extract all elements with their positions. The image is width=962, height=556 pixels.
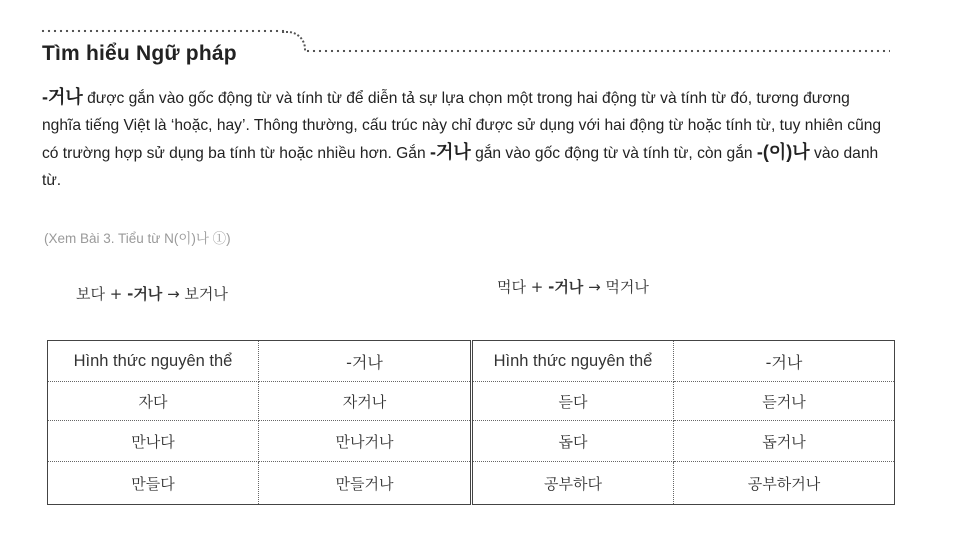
table-cell: 돕거나 [674,421,895,462]
table-cell: 만나거나 [259,421,472,462]
example-suffix: -거나 [548,278,584,296]
explanation-text-2: gắn vào gốc động từ và tính từ, còn gắn [470,145,757,162]
table-row [48,421,895,462]
example-suffix: -거나 [127,285,163,303]
grammar-explanation [42,84,892,194]
decorative-dotted-curve [282,31,306,51]
table-cell: 듣거나 [674,382,895,421]
table-cell: 만들다 [48,462,259,505]
table-header-row [48,341,895,382]
header-geona-1: -거나 [259,341,472,382]
table-cell: 자거나 [259,382,472,421]
plus-sign: + [104,285,128,303]
keyword-ina: -(이)나 [756,142,810,162]
example-base: 보다 [76,285,105,303]
section-heading: Tìm hiểu Ngữ pháp [42,42,237,65]
table-cell: 만들거나 [259,462,472,505]
table-cell: 공부하거나 [674,462,895,505]
decorative-dotted-line-right [305,49,890,53]
table-cell: 공부하다 [472,462,674,505]
decorative-dotted-line-left [40,29,285,33]
header-base-form-2: Hình thức nguyên thể [472,341,674,382]
example-base: 먹다 [497,278,526,296]
arrow-icon: → [162,285,185,303]
example-result: 보거나 [184,285,228,303]
header-base-form-1: Hình thức nguyên thể [48,341,259,382]
example-result: 먹거나 [605,278,649,296]
conjugation-table [47,340,895,505]
table-cell: 돕다 [472,421,674,462]
keyword-geona-2: -거나 [429,142,471,162]
table-cell: 만나다 [48,421,259,462]
table-cell: 듣다 [472,382,674,421]
table-row [48,462,895,505]
explanation-text-1: được gắn vào gốc động từ và tính từ để diễn tả sự lựa chọn một trong hai động từ và tính từ đó, tương đương nghĩa tiếng Việt là ‘hoặc, hay’. Thông thường, cấu trúc này chỉ được sử dụng với hai động từ hoặc tính từ, tuy nhiên cũng có trường hợp sử dụng ba tính từ hoặc nhiều hơn. Gắn [42,90,882,162]
keyword-geona: -거나 [42,87,83,107]
explanation-text-3: vào danh từ. [42,145,879,189]
cross-reference-note: (Xem Bài 3. Tiểu từ N(이)나 ①) [44,231,231,246]
arrow-icon: → [583,278,606,296]
table-cell: 자다 [48,382,259,421]
plus-sign: + [525,278,549,296]
example-1 [76,283,228,304]
header-geona-2: -거나 [674,341,895,382]
table-row [48,382,895,421]
example-2 [497,276,649,297]
